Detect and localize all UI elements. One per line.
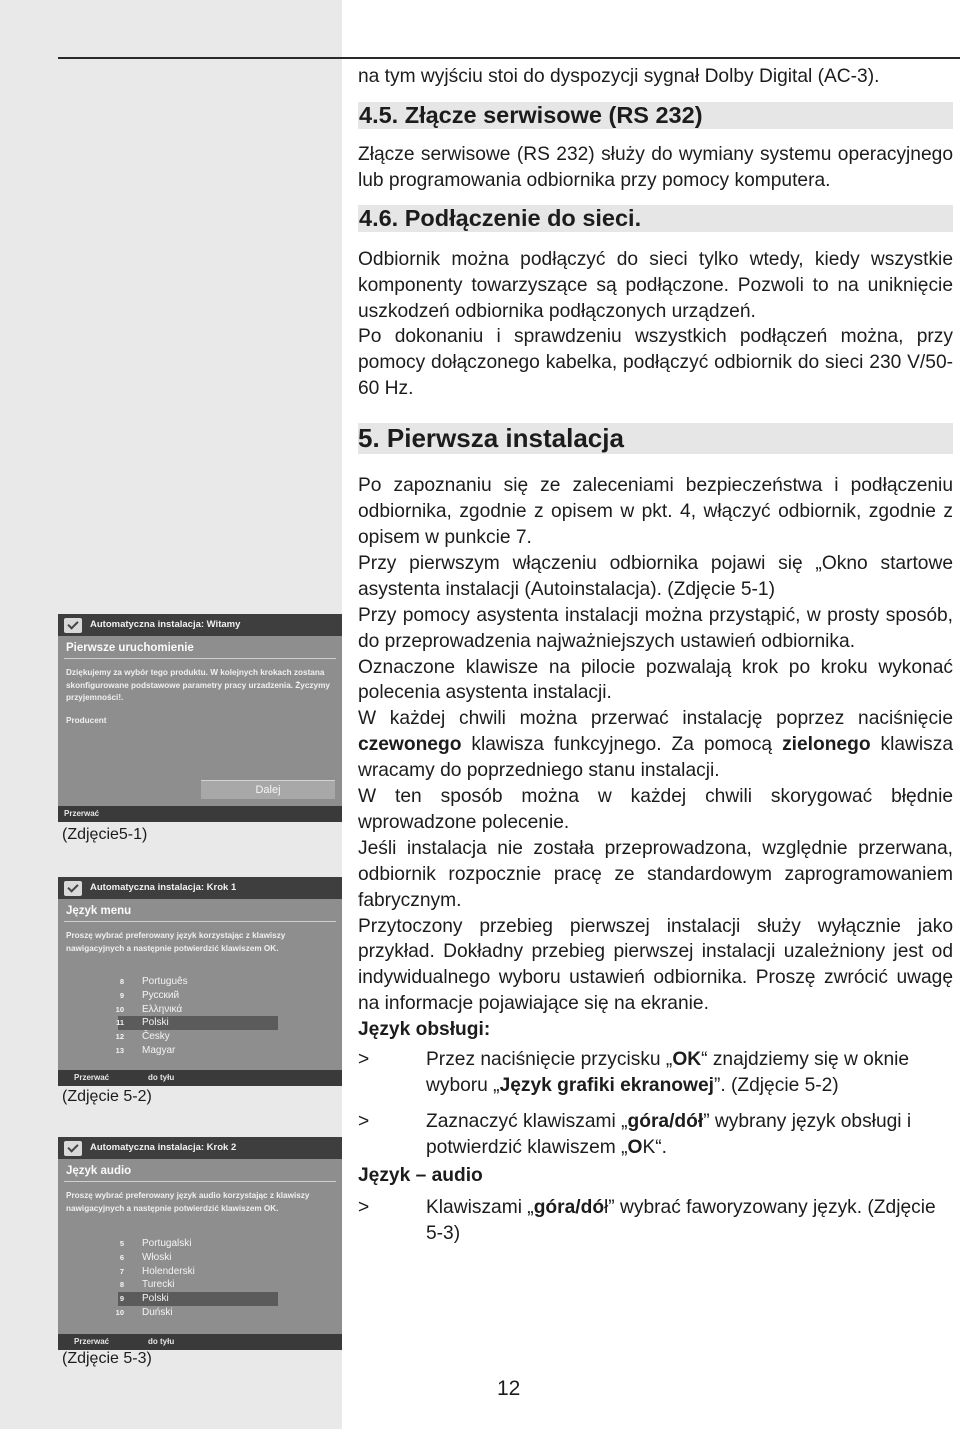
- screenshot-title: Automatyczna instalacja: Krok 2: [90, 1142, 237, 1153]
- screen-footer: [58, 806, 342, 822]
- caption-5-1: (Zdjęcie5-1): [62, 826, 148, 843]
- screen-text: Dziękujemy za wybór tego produktu. W kolejnych krokach zostana skonfigurowane podstawowe parametry pracy urzadzenia. Życzymy przyjemności!.: [66, 668, 330, 702]
- language-item: 8 Turecki: [119, 1279, 175, 1291]
- section-heading-4-6: 4.6. Podłączenie do sieci.: [358, 205, 953, 232]
- screenshot-title: Automatyczna instalacja: Witamy: [90, 619, 241, 630]
- abort-hint: Przerwać: [64, 809, 100, 818]
- caption-5-2: (Zdjęcie 5-2): [62, 1088, 152, 1105]
- bullet-marker: >: [358, 1196, 370, 1218]
- page-number: 12: [497, 1377, 521, 1400]
- subheading-audio-language: Język – audio: [358, 1164, 483, 1186]
- language-item: 10 Duński: [115, 1306, 173, 1318]
- paragraph: Po zapoznaniu się ze zaleceniami bezpieczeństwa i podłączeniu odbiornika, zgodnie z opisem w pkt. 4, włączyć odbiornik, zgodnie z opisem w punkcie 7.: [358, 475, 953, 548]
- screenshot-welcome: [58, 614, 342, 822]
- language-list: [115, 975, 278, 1058]
- bullet-marker: >: [358, 1049, 370, 1071]
- screenshot-title-bar: [58, 877, 342, 899]
- subheading-menu-language: Język obsługi:: [358, 1019, 491, 1041]
- emphasis-green: zielonego: [782, 734, 871, 756]
- screen-heading: Język menu: [66, 905, 132, 917]
- bullet-text: Zaznaczyć klawiszami „góra/dół” wybrany język obsługi i potwierdzić klawiszem „OK“.: [426, 1111, 912, 1158]
- screen-footer: [58, 1334, 342, 1350]
- abort-hint: Przerwać: [74, 1073, 110, 1082]
- screen-label: Producent: [66, 715, 107, 725]
- screenshot-title: Automatyczna instalacja: Krok 1: [90, 882, 237, 893]
- divider: [64, 921, 336, 922]
- abort-hint: Przerwać: [74, 1337, 110, 1346]
- paragraph: W ten sposób można w każdej chwili skorygować błędnie wprowadzone polecenie.: [358, 786, 953, 833]
- checkmark-logo-icon: [64, 881, 82, 896]
- screenshot-title-bar: [58, 614, 342, 636]
- bullet-item: [358, 1195, 953, 1247]
- caption-5-3: (Zdjęcie 5-3): [62, 1350, 152, 1367]
- language-item: 13 Magyar: [115, 1044, 176, 1056]
- screenshot-menu-language: [58, 877, 342, 1086]
- paragraph: Przy pierwszym włączeniu odbiornika pojawi się „Okno startowe asystenta instalacji (Autoinstalacja). (Zdjęcie 5-1): [358, 552, 953, 600]
- bullet-text: Przez naciśnięcie przycisku „OK“ znajdziemy się w oknie wyboru „Język grafiki ekranowej”. (Zdjęcie 5-2): [426, 1049, 910, 1097]
- back-hint: do tyłu: [148, 1337, 175, 1346]
- paragraph: Złącze serwisowe (RS 232) służy do wymiany systemu operacyjnego lub programowania odbiornika przy pomocy komputera.: [358, 143, 953, 191]
- back-hint: do tyłu: [148, 1073, 175, 1082]
- emphasis-red: czewonego: [358, 734, 462, 756]
- screen-footer: [58, 1070, 342, 1086]
- section-heading-5: 5. Pierwsza instalacja: [358, 423, 953, 454]
- checkmark-logo-icon: [64, 1141, 82, 1156]
- screen-heading: Język audio: [66, 1165, 132, 1177]
- paragraph: W każdej chwili można przerwać instalację poprzez naciśnięcie czewonego klawisza funkcyjnego. Za pomocą zielonego klawisza wracamy do poprzedniego stanu instalacji.: [358, 708, 954, 782]
- language-item-selected: 9 Polski: [118, 1292, 278, 1306]
- paragraph: Przy pomocy asystenta instalacji można przystąpić, w prosty sposób, do przeprowadzenia najważniejszych ustawień odbiornika.: [358, 604, 953, 652]
- screenshot-audio-language: [58, 1137, 342, 1350]
- screen-text: Proszę wybrać preferowany język audio korzystając z klawiszy nawigacyjnych a następnie potwierdzić klawiszem OK.: [66, 1191, 310, 1213]
- screen-text: Proszę wybrać preferowany język korzystając z klawiszy nawigacyjnych a następnie potwierdzić klawiszem OK.: [66, 931, 286, 953]
- language-item: 8 Português: [119, 976, 188, 987]
- bullet-item: [358, 1047, 953, 1099]
- language-item-selected: 11 Polski: [118, 1016, 278, 1030]
- divider: [64, 658, 336, 659]
- paragraph: na tym wyjściu stoi do dyspozycji sygnał Dolby Digital (AC-3).: [358, 66, 880, 87]
- bullet-marker: >: [358, 1111, 370, 1132]
- paragraph: Odbiornik można podłączyć do sieci tylko wtedy, kiedy wszystkie komponenty towarzyszące są podłączone. Pozwoli to na uniknięcie uszkodzeń odbiornika podłączonych urządzeń.: [358, 248, 953, 322]
- screenshot-title-bar: [58, 1137, 342, 1159]
- section-heading-4-5: 4.5. Złącze serwisowe (RS 232): [358, 102, 953, 129]
- language-item: 6 Włoski: [119, 1251, 172, 1263]
- language-list: [115, 1237, 278, 1320]
- paragraph: Przytoczony przebieg pierwszej instalacji służy wyłącznie jako przykład. Dokładny przebieg pierwszej instalacji uzależniony jest od indywidualnego wyboru ustawień odbiornika. Proszę zwrócić uwagę na informacje pojawiające się na ekranie.: [358, 915, 953, 1015]
- paragraph: Jeśli instalacja nie została przeprowadzona, względnie przerwana, odbiornik rozpocznie pracę ze standardowym zaprogramowaniem fabrycznym.: [358, 837, 953, 911]
- paragraph: Oznaczone klawisze na pilocie pozwalają krok po kroku wykonać polecenia asystenta instalacji.: [358, 656, 953, 704]
- checkmark-logo-icon: [64, 618, 82, 633]
- paragraph: Po dokonaniu i sprawdzeniu wszystkich podłączeń można, przy pomocy dołączonego kabelka, podłączyć odbiornik do sieci 230 V/50-60 Hz.: [358, 326, 953, 400]
- language-item: 7 Holenderski: [119, 1265, 195, 1277]
- header-rule: [58, 57, 960, 59]
- language-item: 9 Русский: [119, 989, 180, 1001]
- bullet-text: Klawiszami „góra/dół” wybrać faworyzowany język. (Zdjęcie 5-3): [426, 1196, 936, 1244]
- main-text: [358, 64, 953, 1247]
- language-item: 5 Portugalski: [119, 1238, 192, 1249]
- next-button: Dalej: [201, 780, 335, 799]
- language-item: 10 Ελληνικά: [115, 1003, 183, 1015]
- language-item: 12 Česky: [115, 1031, 170, 1043]
- bullet-item: [358, 1109, 953, 1161]
- divider: [64, 1181, 336, 1182]
- screen-heading: Pierwsze uruchomienie: [66, 642, 194, 654]
